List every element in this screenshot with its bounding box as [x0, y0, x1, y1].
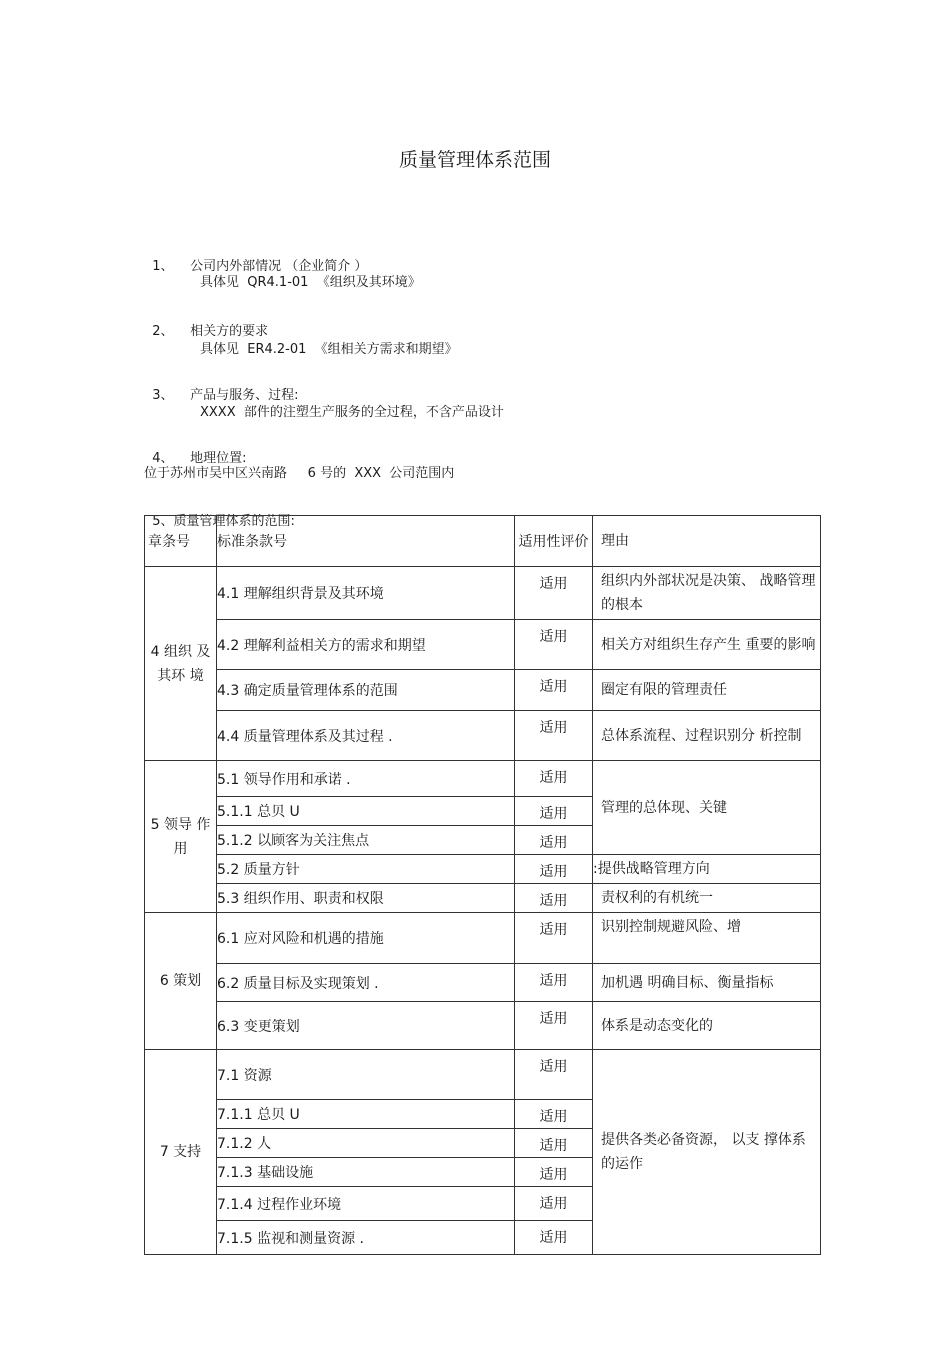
eval-cell: 适用 [515, 1221, 593, 1255]
header-clause: 标准条款号 [217, 516, 515, 567]
reason-cell: 识别控制规避风险、增 [593, 913, 821, 964]
section-4 [144, 432, 246, 466]
eval-cell: 适用 [515, 1129, 593, 1158]
clause-cell: 5.3 组织作用、职责和权限 [217, 884, 515, 913]
scope-table [144, 515, 821, 1255]
eval-cell: 适用 [515, 964, 593, 1002]
section-heading: 相关方的要求 [190, 324, 269, 339]
table-row [145, 620, 821, 670]
eval-cell: 适用 [515, 826, 593, 855]
chapter-cell: 6 策划 [145, 913, 217, 1050]
header-chapter: 章条号 [145, 516, 217, 567]
clause-cell: 5.1.1 总贝 U [217, 797, 515, 826]
reason-cell: 提供各类必备资源， 以支 撑体系的运作 [593, 1050, 821, 1255]
eval-cell: 适用 [515, 1158, 593, 1187]
section-number: 3、 [152, 388, 174, 403]
section-number: 5、 [152, 514, 174, 529]
eval-cell: 适用 [515, 884, 593, 913]
table-header-row [145, 516, 821, 567]
clause-cell: 5.1.2 以顾客为关注焦点 [217, 826, 515, 855]
eval-cell: 适用 [515, 1002, 593, 1050]
clause-cell: 7.1.1 总贝 U [217, 1100, 515, 1129]
table-row [145, 670, 821, 711]
reason-cell: :提供战略管理方向 [593, 855, 821, 884]
table-row [145, 761, 821, 797]
section-heading: 质量管理体系的范围: [173, 514, 295, 529]
eval-cell: 适用 [515, 761, 593, 797]
clause-cell: 4.4 质量管理体系及其过程 . [217, 711, 515, 761]
chapter-cell: 7 支持 [145, 1050, 217, 1255]
eval-cell: 适用 [515, 567, 593, 620]
section-heading: 产品与服务、过程: [190, 388, 299, 403]
clause-cell: 5.1 领导作用和承诺 . [217, 761, 515, 797]
eval-cell: 适用 [515, 1050, 593, 1100]
table-row [145, 855, 821, 884]
clause-cell: 7.1.5 监视和测量资源 . [217, 1221, 515, 1255]
section-detail: 具体见 ER4.2-01 《组相关方需求和期望》 [200, 342, 458, 357]
reason-cell: 总体系流程、过程识别分 析控制 [593, 711, 821, 761]
section-number: 4、 [152, 451, 174, 466]
reason-cell: 组织内外部状况是决策、 战略管理的根本 [593, 567, 821, 620]
clause-cell: 7.1.3 基础设施 [217, 1158, 515, 1187]
section-detail: 具体见 QR4.1-01 《组织及其环境》 [200, 275, 421, 290]
chapter-cell: 5 领导 作用 [145, 761, 217, 913]
clause-cell: 5.2 质量方针 [217, 855, 515, 884]
reason-cell: 体系是动态变化的 [593, 1002, 821, 1050]
eval-cell: 适用 [515, 797, 593, 826]
clause-cell: 6.2 质量目标及实现策划 . [217, 964, 515, 1002]
section-3 [144, 369, 298, 403]
table-row [145, 1002, 821, 1050]
clause-cell: 6.3 变更策划 [217, 1002, 515, 1050]
section-2 [144, 305, 268, 339]
table-row [145, 884, 821, 913]
clause-cell: 4.1 理解组织背景及其环境 [217, 567, 515, 620]
section-heading: 地理位置: [190, 451, 247, 466]
eval-cell: 适用 [515, 670, 593, 711]
chapter-cell: 4 组织 及其环 境 [145, 567, 217, 761]
header-eval: 适用性评价 [515, 516, 593, 567]
reason-cell: 管理的总体现、关键 [593, 761, 821, 855]
header-reason: 理由 [593, 516, 821, 567]
eval-cell: 适用 [515, 1187, 593, 1221]
eval-cell: 适用 [515, 1100, 593, 1129]
eval-cell: 适用 [515, 913, 593, 964]
eval-cell: 适用 [515, 620, 593, 670]
clause-cell: 4.3 确定质量管理体系的范围 [217, 670, 515, 711]
table-row [145, 913, 821, 964]
section-1 [144, 240, 367, 274]
section-number: 2、 [152, 324, 174, 339]
eval-cell: 适用 [515, 855, 593, 884]
clause-cell: 7.1.2 人 [217, 1129, 515, 1158]
page-title: 质量管理体系范围 [398, 149, 551, 171]
eval-cell: 适用 [515, 711, 593, 761]
reason-cell: 加机遇 明确目标、衡量指标 [593, 964, 821, 1002]
clause-cell: 7.1 资源 [217, 1050, 515, 1100]
table-row [145, 964, 821, 1002]
table-row [145, 1050, 821, 1100]
reason-cell: 相关方对组织生存产生 重要的影响 [593, 620, 821, 670]
clause-cell: 4.2 理解利益相关方的需求和期望 [217, 620, 515, 670]
table-row [145, 567, 821, 620]
reason-cell: 责权利的有机统一 [593, 884, 821, 913]
section-detail: XXXX 部件的注塑生产服务的全过程，不含产品设计 [200, 405, 504, 420]
section-heading: 公司内外部情况 （企业简介 ） [190, 259, 368, 274]
section-number: 1、 [152, 259, 174, 274]
clause-cell: 7.1.4 过程作业环境 [217, 1187, 515, 1221]
table-row [145, 711, 821, 761]
clause-cell: 6.1 应对风险和机遇的措施 [217, 913, 515, 964]
section-detail: 位于苏州市吴中区兴南路 6 号的 XXX 公司范围内 [144, 466, 455, 481]
reason-cell: 圈定有限的管理责任 [593, 670, 821, 711]
